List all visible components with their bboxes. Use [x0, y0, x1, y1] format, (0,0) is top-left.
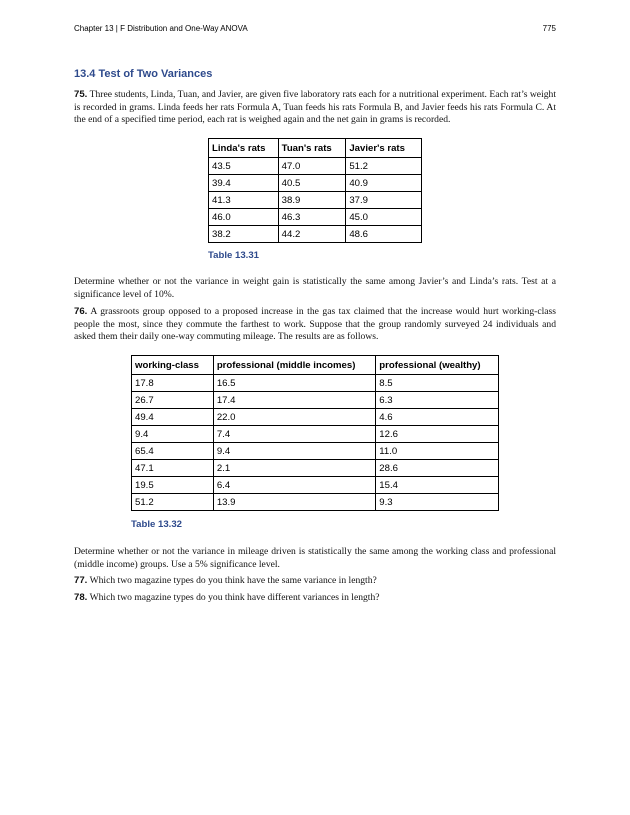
table-cell: 39.4: [209, 175, 279, 192]
table-cell: 12.6: [376, 426, 499, 443]
table-cell: 37.9: [346, 192, 422, 209]
table-row: [209, 226, 422, 243]
table-row: [209, 175, 422, 192]
table-cell: 47.0: [278, 158, 346, 175]
table-cell: 2.1: [213, 460, 375, 477]
exercise-75-question: Determine whether or not the variance in weight gain is statistically the same among Javier’s and Linda’s rats. Test at a significance level of 10%.: [74, 276, 556, 300]
table-row: [132, 426, 499, 443]
table-13-32: [131, 355, 499, 511]
table-cell: 17.4: [213, 392, 375, 409]
table-cell: 9.3: [376, 494, 499, 511]
table-row: [132, 494, 499, 511]
exercise-78-text: Which two magazine types do you think have different variances in length?: [89, 592, 380, 603]
exercise-77-number: 77.: [74, 575, 88, 586]
table-cell: 44.2: [278, 226, 346, 243]
table-header-row: [132, 356, 499, 375]
table-cell: 48.6: [346, 226, 422, 243]
table-cell: 4.6: [376, 409, 499, 426]
table-cell: 9.4: [213, 443, 375, 460]
table-cell: 38.9: [278, 192, 346, 209]
table-cell: 19.5: [132, 477, 214, 494]
exercise-77: [74, 575, 556, 588]
table-row: [132, 375, 499, 392]
table-cell: 6.3: [376, 392, 499, 409]
table-cell: 51.2: [346, 158, 422, 175]
table-cell: 7.4: [213, 426, 375, 443]
table-row: [209, 158, 422, 175]
table-cell: 16.5: [213, 375, 375, 392]
table-cell: 65.4: [132, 443, 214, 460]
exercise-76-question: Determine whether or not the variance in mileage driven is statistically the same among the working class and professional (middle income) groups. Use a 5% significance level.: [74, 546, 556, 570]
exercise-75: [74, 89, 556, 127]
table-cell: 47.1: [132, 460, 214, 477]
table-cell: 41.3: [209, 192, 279, 209]
exercise-76-text: A grassroots group opposed to a proposed increase in the gas tax claimed that the increase would hurt working-class people the most, since they commute the farthest to work. Suppose that the group randomly surveyed 24 individuals and asked them their daily one-way commuting mileage. The results are as follows.: [74, 306, 556, 343]
table-cell: 26.7: [132, 392, 214, 409]
table-row: [209, 192, 422, 209]
table-cell: 11.0: [376, 443, 499, 460]
column-header: professional (middle incomes): [213, 356, 375, 375]
table-cell: 51.2: [132, 494, 214, 511]
table-header-row: [209, 139, 422, 158]
table-cell: 17.8: [132, 375, 214, 392]
exercise-75-text: Three students, Linda, Tuan, and Javier, are given five laboratory rats each for a nutritional experiment. Each rat’s weight is recorded in grams. Linda feeds her rats Formula A, Tuan feeds his rats Formula B, and Javier feeds his rats Formula C. At the end of a specified time period, each rat is weighed again and the net gain in grams is recorded.: [74, 89, 556, 126]
page-number: 775: [542, 24, 556, 33]
column-header: Linda's rats: [209, 139, 279, 158]
table-cell: 45.0: [346, 209, 422, 226]
table-cell: 15.4: [376, 477, 499, 494]
table-cell: 28.6: [376, 460, 499, 477]
running-header-chapter: Chapter 13 | F Distribution and One-Way ANOVA: [74, 24, 248, 33]
table-cell: 8.5: [376, 375, 499, 392]
table-row: [209, 209, 422, 226]
column-header: Javier's rats: [346, 139, 422, 158]
exercise-78: [74, 592, 556, 605]
table-cell: 38.2: [209, 226, 279, 243]
table-13-31: [208, 138, 422, 243]
exercise-78-number: 78.: [74, 592, 88, 603]
exercise-77-text: Which two magazine types do you think have the same variance in length?: [89, 575, 377, 586]
exercise-75-number: 75.: [74, 89, 88, 100]
exercise-76-number: 76.: [74, 306, 88, 317]
table-cell: 43.5: [209, 158, 279, 175]
table-row: [132, 392, 499, 409]
table-cell: 22.0: [213, 409, 375, 426]
table-13-31-caption: Table 13.31: [208, 250, 260, 261]
table-row: [132, 443, 499, 460]
exercise-76: [74, 306, 556, 344]
table-row: [132, 409, 499, 426]
table-cell: 46.0: [209, 209, 279, 226]
table-cell: 13.9: [213, 494, 375, 511]
table-cell: 40.9: [346, 175, 422, 192]
column-header: professional (wealthy): [376, 356, 499, 375]
table-cell: 46.3: [278, 209, 346, 226]
table-13-32-caption: Table 13.32: [131, 519, 183, 530]
column-header: Tuan's rats: [278, 139, 346, 158]
table-cell: 9.4: [132, 426, 214, 443]
table-row: [132, 460, 499, 477]
table-cell: 49.4: [132, 409, 214, 426]
section-title: 13.4 Test of Two Variances: [74, 68, 213, 80]
table-row: [132, 477, 499, 494]
table-cell: 6.4: [213, 477, 375, 494]
table-cell: 40.5: [278, 175, 346, 192]
column-header: working-class: [132, 356, 214, 375]
